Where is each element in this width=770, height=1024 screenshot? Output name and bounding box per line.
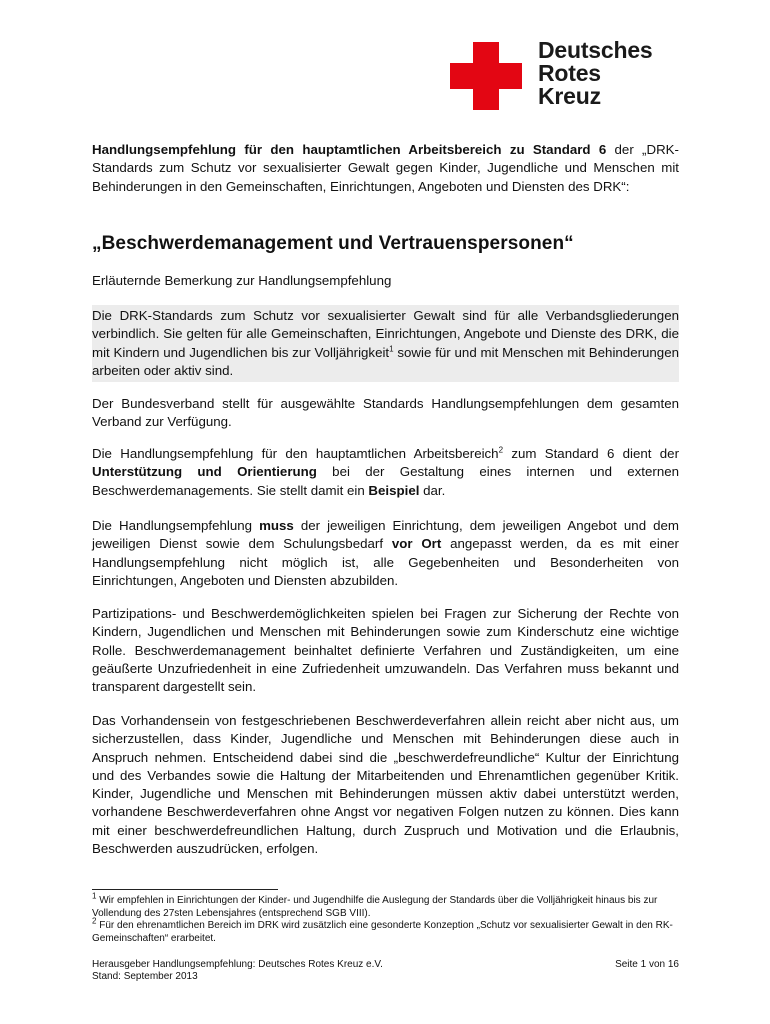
paragraph-vorhandensein: Das Vorhandensein von festgeschriebenen Beschwerdeverfahren allein reicht aber nicht aus, um sicherzustellen, dass Kinder, Jugendliche und Menschen mit Behinderungen diese auch in Anspruch nehmen. Entscheidend dabei sind die „beschwerdefreundliche“ Kultur der Einrichtung und des Verbandes sowie die Haltung der Mitarbeitenden und Ehrenamtlichen gegenüber Kritik. Kinder, Jugendliche und Menschen mit Behinderungen müssen aktiv dabei unterstützt werden, vorhandene Beschwerdeverfahren ohne Angst vor negativen Folgen nutzen zu können. Dies kann mit einer beschwerdefreundlichen Haltung, durch Zuspruch und Motivation und die Erlaubnis, Beschwerden auszudrücken, erfolgen. bbox=[92, 713, 679, 857]
footer-publisher: Herausgeber Handlungsempfehlung: Deutsches Rotes Kreuz e.V. bbox=[92, 959, 383, 970]
text-span: dar. bbox=[419, 482, 446, 498]
intro-paragraph bbox=[92, 141, 679, 196]
footnote-number: 2 bbox=[92, 916, 97, 926]
footnote-text: Wir empfehlen in Einrichtungen der Kinder- und Jugendhilfe die Auslegung der Standards über die Volljährigkeit hinaus bis zur Vollendung des 27sten Lebensjahres (entsprechend SGB VIII). bbox=[92, 895, 658, 919]
page-title: „Beschwerdemanagement und Vertrauenspersonen“ bbox=[92, 233, 574, 254]
footnote-divider bbox=[92, 889, 278, 890]
page-number: Seite 1 von 16 bbox=[615, 959, 679, 970]
logo-line-3: Kreuz bbox=[538, 83, 601, 109]
footnotes bbox=[92, 891, 679, 945]
footnote-1 bbox=[92, 891, 679, 920]
red-cross-icon bbox=[450, 42, 522, 110]
text-span: Die Handlungsempfehlung bbox=[92, 518, 260, 533]
paragraph-muss bbox=[92, 517, 679, 590]
footer-left bbox=[92, 959, 383, 983]
text-span: angepasst werden, da es mit einer Handlungsempfehlung nicht möglich ist, alle Gegebenheiten und Besonderheiten von Einrichtungen, Angeboten und Diensten abzubilden. bbox=[92, 536, 679, 588]
footnote-2 bbox=[92, 916, 679, 945]
footer-date: Stand: September 2013 bbox=[92, 971, 198, 982]
shaded-paragraph bbox=[92, 305, 679, 382]
footnote-text: Für den ehrenamtlichen Bereich im DRK wird zusätzlich eine gesonderte Konzeption „Schutz vor sexualisierter Gewalt in den RK-Gemeinschaften“ erarbeitet. bbox=[92, 920, 673, 944]
shaded-text-after: sowie für und mit Menschen mit Behinderungen arbeiten oder aktiv sind. bbox=[92, 344, 679, 378]
footnote-number: 1 bbox=[92, 891, 97, 901]
logo-line-1: Deutsches bbox=[538, 37, 653, 63]
bold-span: Unterstützung und Orientierung bbox=[92, 464, 317, 480]
paragraph-handlungsempfehlung bbox=[92, 445, 679, 500]
footnote-ref-1[interactable]: 1 bbox=[389, 344, 394, 354]
paragraph-partizipation: Partizipations- und Beschwerdemöglichkeiten spielen bei Fragen zur Sicherung der Rechte von Kindern, Jugendlichen und Menschen mit Behinderungen sowie zum Kinderschutz eine wichtige Rolle. Beschwerdemanagement beinhaltet definierte Verfahren und Zuständigkeiten, um eine geäußerte Unzufriedenheit in eine Zufriedenheit umzuwandeln. Das Verfahren muss bekannt und transparent dargestellt sein. bbox=[92, 606, 679, 695]
intro-bold: Handlungsempfehlung für den hauptamtlichen Arbeitsbereich zu Standard 6 bbox=[92, 142, 607, 157]
text-span: Die Handlungsempfehlung für den hauptamtlichen Arbeitsbereich bbox=[92, 446, 499, 461]
paragraph-bundesverband: Der Bundesverband stellt für ausgewählte Standards Handlungsempfehlungen dem gesamten Verband zur Verfügung. bbox=[92, 396, 679, 430]
bold-span: vor Ort bbox=[391, 536, 442, 552]
logo-wordmark bbox=[538, 39, 653, 108]
text-span: zum Standard 6 dient der bbox=[503, 446, 679, 461]
drk-logo bbox=[450, 37, 680, 112]
footnote-ref-2[interactable]: 2 bbox=[498, 445, 504, 455]
subheading: Erläuternde Bemerkung zur Handlungsempfehlung bbox=[92, 273, 392, 288]
bold-span: muss bbox=[259, 518, 294, 533]
text-span: der jeweiligen Einrichtung, dem jeweiligen Angebot und dem jeweiligen Dienst sowie dem Schulungsbedarf bbox=[92, 518, 679, 552]
bold-span: Beispiel bbox=[368, 482, 420, 498]
shaded-text: Die DRK-Standards zum Schutz vor sexualisierter Gewalt sind für alle Verbandsgliederungen verbindlich. Sie gelten für alle Gemeinschaften, Einrichtungen, Angebote und Dienste des DRK, die mit Kindern und Jugendlichen bis zur Volljährigkeit bbox=[92, 308, 679, 360]
intro-rest: der „DRK-Standards zum Schutz vor sexualisierter Gewalt gegen Kinder, Jugendliche und Menschen mit Behinderungen in den Gemeinschaften, Einrichtungen, Angeboten und Diensten des DRK“: bbox=[92, 142, 679, 194]
logo-line-2: Rotes bbox=[538, 60, 601, 86]
text-span: bei der Gestaltung eines internen und externen Beschwerdemanagements. Sie stellt damit ein bbox=[92, 464, 680, 498]
